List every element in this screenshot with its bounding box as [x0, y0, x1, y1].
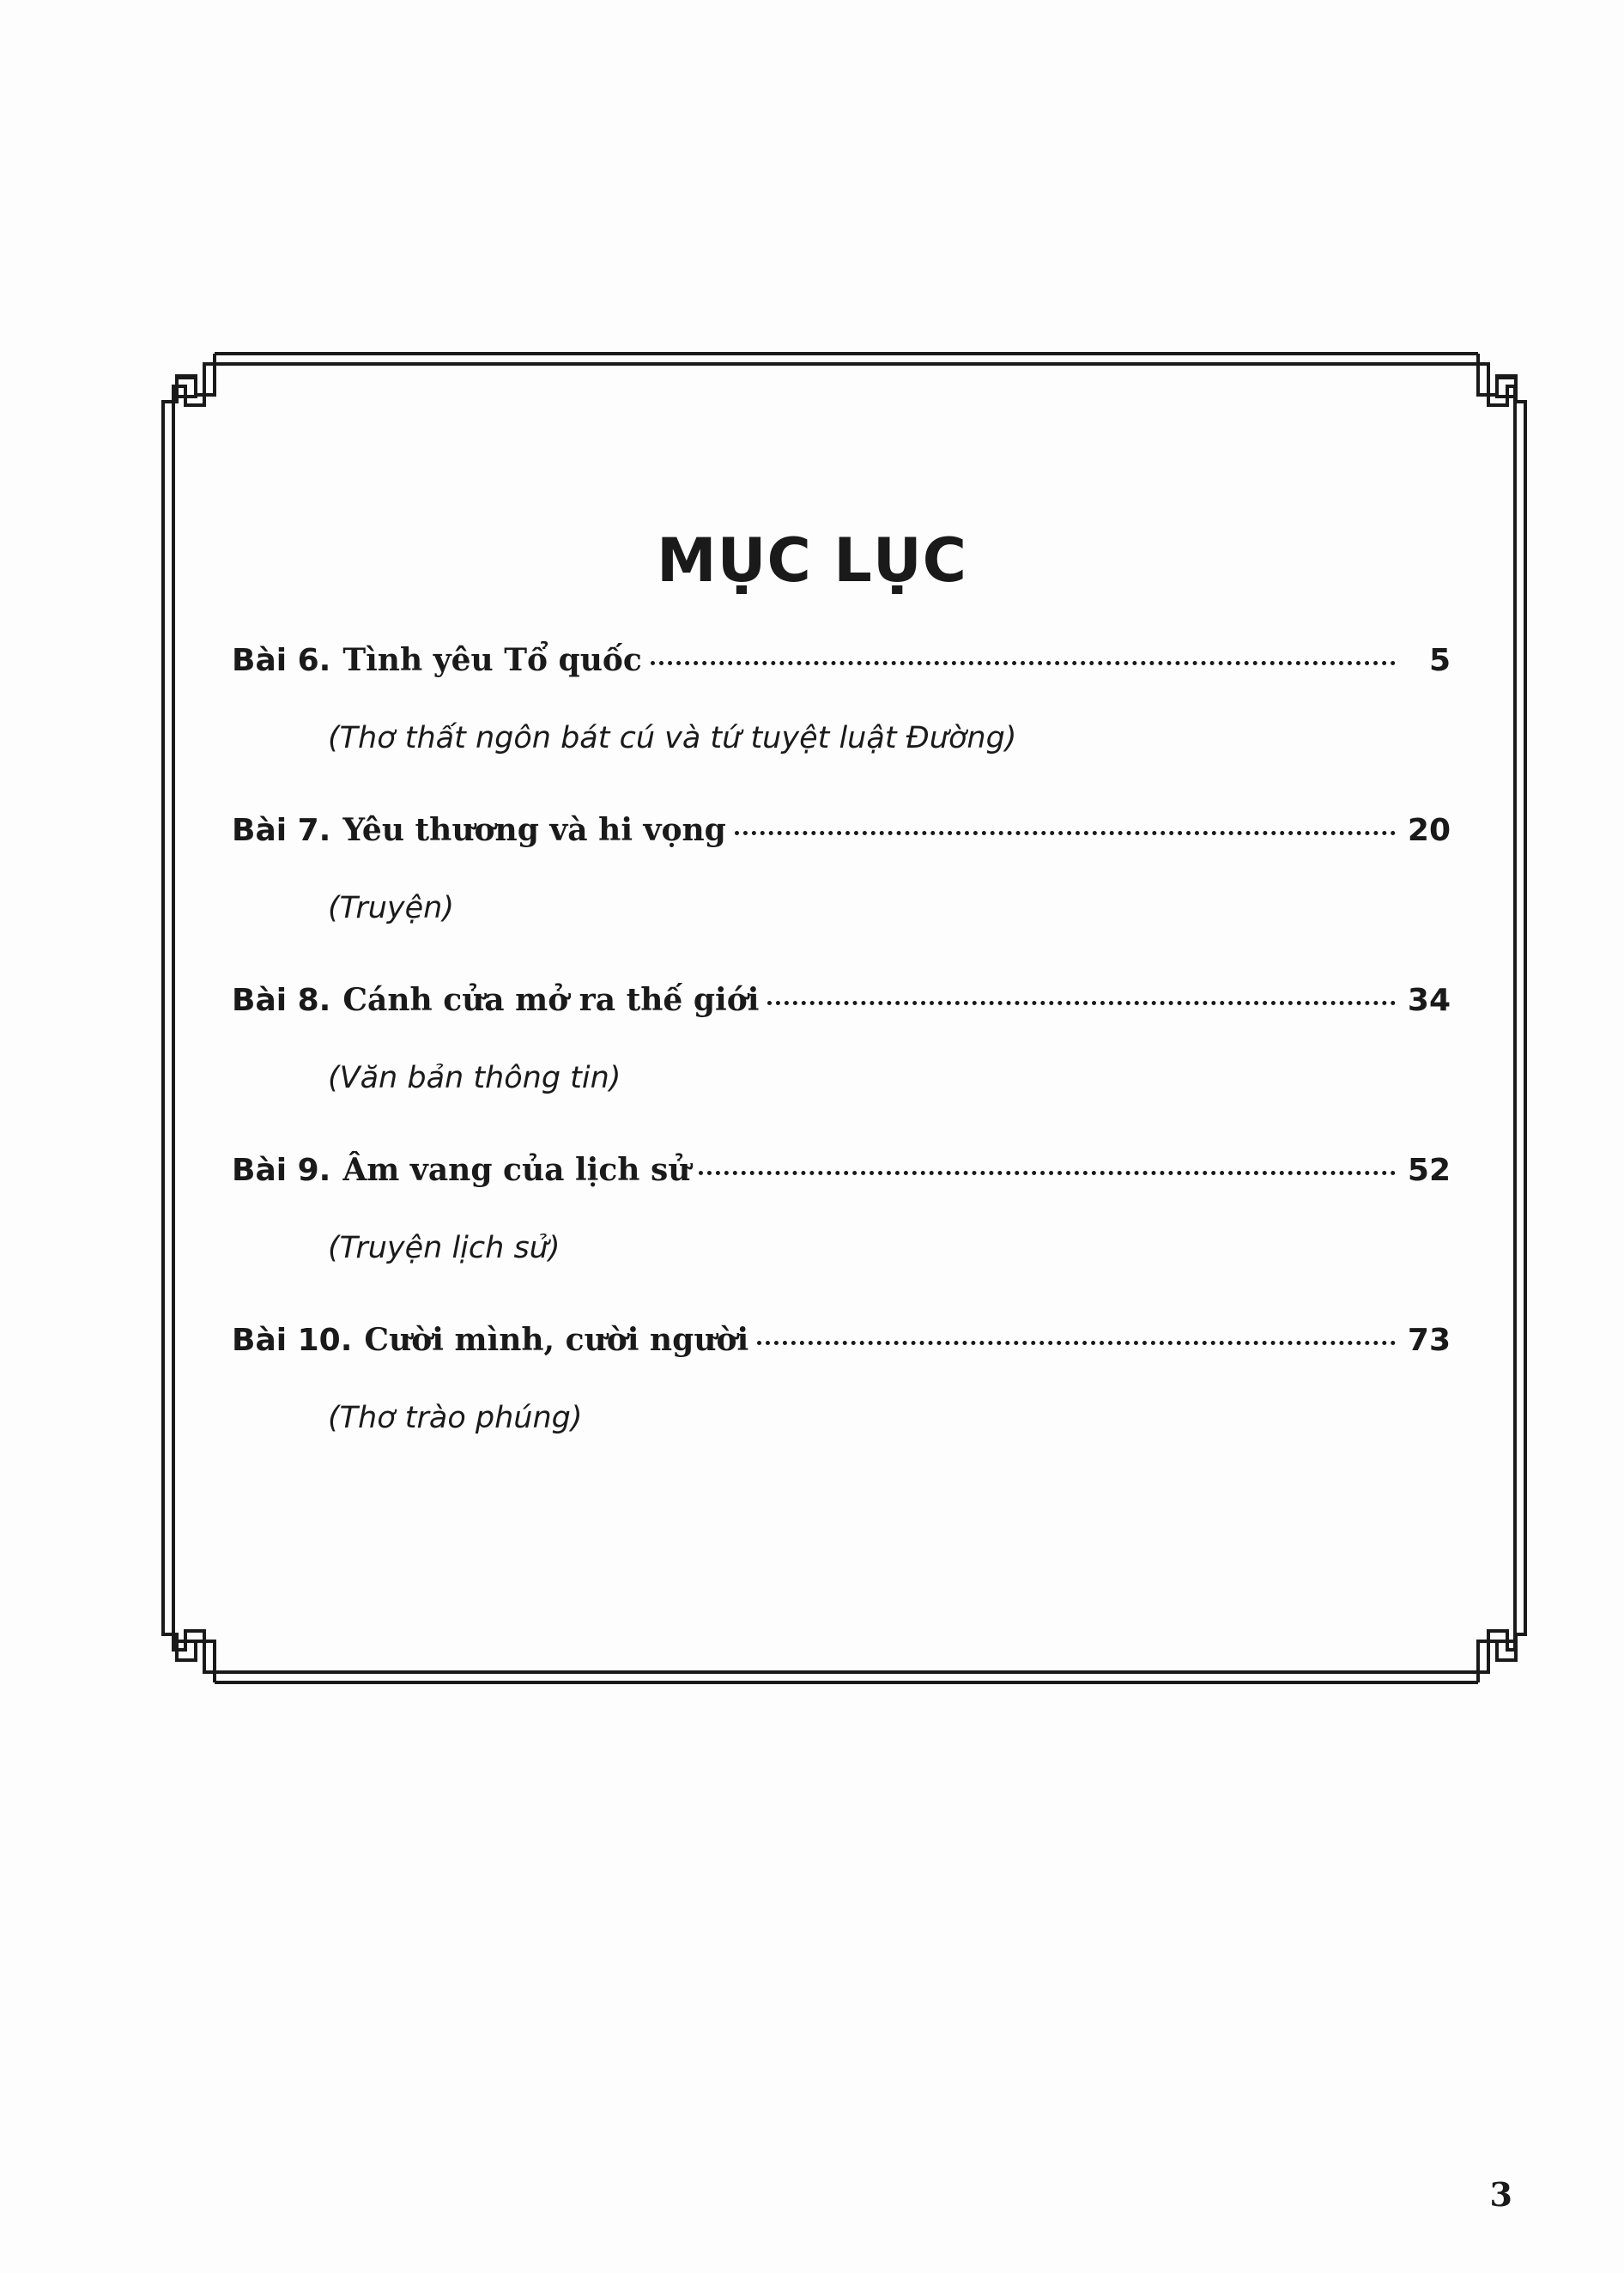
lesson-title: Cánh cửa mở ra thế giới: [342, 982, 760, 1018]
lesson-title: Yêu thương và hi vọng: [342, 812, 726, 848]
page-ref: 73: [1407, 1323, 1451, 1358]
lesson-number: Bài 7.: [232, 813, 331, 848]
lesson-number: Bài 9.: [232, 1153, 331, 1188]
lesson-title: Tình yêu Tổ quốc: [342, 642, 642, 678]
lesson-genre: (Truyện lịch sử): [328, 1231, 561, 1265]
lesson-title: Âm vang của lịch sử: [342, 1152, 691, 1188]
lesson-genre: (Văn bản thông tin): [328, 1061, 621, 1095]
lesson-number: Bài 10.: [232, 1323, 353, 1358]
dot-leader: [699, 1171, 1395, 1175]
page-ref: 34: [1407, 983, 1451, 1018]
dot-leader: [767, 1001, 1395, 1005]
page-ref: 20: [1407, 813, 1451, 848]
dot-leader: [735, 831, 1396, 835]
lesson-genre: (Truyện): [328, 891, 454, 925]
lesson-number: Bài 8.: [232, 983, 331, 1018]
toc-entry[interactable]: [232, 1313, 1451, 1483]
dot-leader: [651, 661, 1396, 665]
lesson-title: Cười mình, cười người: [364, 1322, 749, 1358]
lesson-genre: (Thơ trào phúng): [328, 1401, 583, 1435]
toc-entry[interactable]: [232, 633, 1451, 803]
page-number: 3: [1489, 2175, 1512, 2214]
page-ref: 52: [1407, 1153, 1451, 1188]
page-title: MỤC LỤC: [656, 525, 968, 596]
lesson-genre: (Thơ thất ngôn bát cú và tứ tuyệt luật Đường): [328, 721, 1017, 755]
table-of-contents: [232, 633, 1451, 1483]
page-ref: 5: [1428, 643, 1451, 678]
toc-entry[interactable]: [232, 973, 1451, 1143]
lesson-number: Bài 6.: [232, 643, 331, 678]
toc-entry[interactable]: [232, 1143, 1451, 1313]
toc-entry[interactable]: [232, 803, 1451, 973]
dot-leader: [757, 1341, 1396, 1345]
